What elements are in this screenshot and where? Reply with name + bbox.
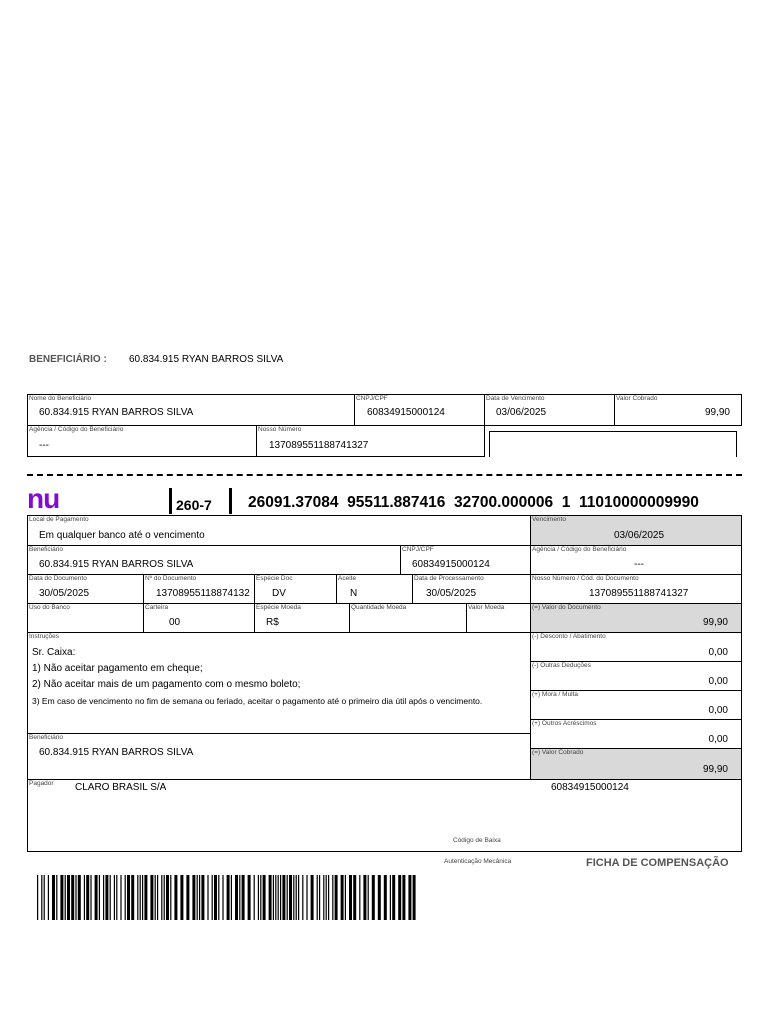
recibo-valor-cobrado-label: Valor Cobrado [616,395,658,402]
recibo-valor-cobrado-value: 99,90 [704,407,730,418]
barcode-bar [41,875,42,920]
barcode-bar [110,875,111,920]
ficha-compensacao-title: FICHA DE COMPENSAÇÃO [586,857,729,869]
barcode-bar [296,875,297,920]
quantidade-moeda-label: Quantidade Moeda [351,604,407,611]
barcode-bar [105,875,108,920]
barcode-bar [349,875,352,920]
codigo-baixa-label: Código de Baixa [453,837,501,844]
barcode-bar [298,875,299,920]
barcode-bar [287,875,288,920]
barcode-bar [150,875,153,920]
recibo-nosso-numero-label: Nosso Número [258,426,302,433]
valor-documento-label: (=) Valor do Documento [532,604,601,611]
barcode-bar [186,875,189,920]
barcode-bar [142,875,143,920]
barcode-bar [125,875,126,920]
barcode-bar [408,875,411,920]
barcode-bar [378,875,381,920]
ficha-nosso-numero-value: 137089551188741327 [589,588,689,599]
vencimento-value: 03/06/2025 [614,530,665,541]
autenticacao-label: Autenticação Mecânica [444,858,512,865]
barcode-bar [260,875,261,920]
barcode-bar [120,875,121,920]
barcode-bar [227,875,230,920]
data-documento-value: 30/05/2025 [39,588,90,599]
nome-beneficiario-value: 60.834.915 RYAN BARROS SILVA [39,407,194,418]
barcode-bar [323,875,324,920]
instrucoes-label: Instruções [29,633,59,640]
barcode-bar [44,875,45,920]
barcode-bar [67,875,70,920]
mora-value: 0,00 [708,705,728,716]
desconto-label: (-) Desconto / Abatimento [532,633,606,640]
barcode-bar [170,875,171,920]
barcode-bar [372,875,375,920]
desconto-value: 0,00 [708,647,728,658]
barcode-bar [114,875,115,920]
recibo-cnpj-value: 60834915000124 [367,407,445,418]
ficha-nosso-numero-label: Nosso Número / Cód. do Documento [532,575,639,582]
carteira-label: Carteira [145,604,169,611]
barcode-bar [214,875,217,920]
barcode-bar [363,875,366,920]
barcode-bar [239,875,240,920]
barcode-bar [302,875,303,920]
recibo-nosso-numero-value: 137089551188741327 [269,440,369,451]
especie-moeda-label: Espécie Moeda [256,604,301,611]
barcode-bar [90,875,91,920]
header-beneficiario-value: 60.834.915 RYAN BARROS SILVA [129,354,284,365]
bank-code: 260-7 [176,497,212,513]
barcode-bar [166,875,169,920]
uso-banco-label: Uso do Banco [29,604,70,611]
barcode-bar [71,875,74,920]
pagador-value: CLARO BRASIL S/A [75,782,167,793]
instrucao-line-0: Sr. Caixa: [32,647,76,658]
barcode-bar [65,875,66,920]
barcode-bar [222,875,223,920]
barcode-bar [231,875,232,920]
ficha-agencia-value: --- [634,559,644,570]
barcode-bar [282,875,285,920]
barcode-bar [127,875,130,920]
aceite-value: N [350,588,358,599]
pagador-doc-value: 60834915000124 [551,782,629,793]
cut-line [27,474,742,476]
instrucao-line-3: 3) Em caso de vencimento no fim de semana ou feriado, aceitar o pagamento até o primeiro dia útil após o vencimento. [32,696,483,706]
barcode-bar [78,875,81,920]
barcode-bar [157,875,158,920]
barcode-bar [56,875,57,920]
especie-doc-label: Espécie Doc [256,575,293,582]
linha-digitavel: 26091.37084 95511.887416 32700.000006 1 11010000009990 [248,494,699,511]
barcode-bar [103,875,104,920]
barcode-bar [248,875,251,920]
barcode-bar [207,875,208,920]
barcode-bar [402,875,405,920]
barcode-bar [95,875,98,920]
barcode-bar [180,875,183,920]
barcode-bar [197,875,198,920]
barcode-bar [199,875,200,920]
valor-documento-value: 99,90 [702,617,728,628]
beneficiario2-label: Beneficiário [29,734,63,741]
recibo-agencia-label: Agência / Código do Beneficiário [29,426,124,433]
barcode-bar [326,875,327,920]
barcode-bar [273,875,274,920]
barcode-bar [242,875,245,920]
barcode-bar [37,875,38,920]
ficha-beneficiario-value: 60.834.915 RYAN BARROS SILVA [39,559,194,570]
local-pagamento-label: Local de Pagamento [29,516,89,523]
nubank-logo: nu [27,483,60,514]
barcode-bar [353,875,356,920]
barcode-bar [254,875,255,920]
barcode-bar [75,875,76,920]
carteira-value: 00 [169,617,181,628]
mora-label: (+) Mora / Multa [532,691,579,698]
outras-deducoes-label: (-) Outras Deduções [532,662,591,669]
barcode-bar [384,875,387,920]
nome-beneficiario-label: Nome do Beneficiário [29,395,92,402]
barcode-bar [341,875,344,920]
barcode-bar [174,875,177,920]
barcode-bar [161,875,162,920]
barcode-bar [306,875,307,920]
vencimento-label: Vencimento [532,516,566,523]
instrucao-line-2: 2) Não aceitar mais de um pagamento com o mesmo boleto; [32,679,301,690]
barcode-bar [131,875,134,920]
barcode-bar [328,875,329,920]
bank-code-divider-left [169,488,172,514]
barcode [37,875,417,920]
barcode-bar [345,875,346,920]
barcode-bar [289,875,292,920]
data-processamento-value: 30/05/2025 [426,588,477,599]
ficha-cnpj-value: 60834915000124 [412,559,490,570]
recibo-cnpj-label: CNPJ/CPF [356,395,388,402]
barcode-bar [368,875,369,920]
barcode-bar [137,875,138,920]
barcode-bar [332,875,333,920]
barcode-bar [269,875,272,920]
recibo-agencia-value: --- [39,440,49,451]
n-documento-label: Nº do Documento [145,575,197,582]
ficha-cnpj-label: CNPJ/CPF [402,546,434,553]
recibo-vencimento-value: 03/06/2025 [496,407,547,418]
barcode-bar [319,875,320,920]
especie-moeda-value: R$ [266,617,279,628]
barcode-bar [392,875,395,920]
barcode-bar [398,875,401,920]
barcode-bar [116,875,117,920]
barcode-bar [278,875,279,920]
ficha-agencia-label: Agência / Código do Beneficiário [532,546,627,553]
data-processamento-label: Data de Processamento [414,575,484,582]
ficha-valor-cobrado-value: 99,90 [702,764,728,775]
barcode-bar [84,875,85,920]
valor-moeda-label: Valor Moeda [468,604,505,611]
barcode-bar [86,875,89,920]
barcode-bar [275,875,276,920]
barcode-bar [140,875,141,920]
barcode-bar [413,875,416,920]
barcode-bar [293,875,294,920]
recibo-blank-box [489,431,737,457]
bank-code-divider-right [229,488,232,514]
especie-doc-value: DV [272,588,286,599]
recibo-vencimento-label: Data de Vencimento [486,395,545,402]
pagador-label: Pagador [29,780,54,787]
barcode-bar [192,875,195,920]
barcode-bar [164,875,165,920]
outras-deducoes-value: 0,00 [708,676,728,687]
n-documento-value: 13708955118874132 [156,588,250,599]
aceite-label: Aceite [338,575,357,582]
barcode-bar [311,875,314,920]
instrucao-line-1: 1) Não aceitar pagamento em cheque; [32,663,203,674]
barcode-bar [359,875,360,920]
barcode-bar [155,875,156,920]
local-pagamento-value: Em qualquer banco até o vencimento [39,530,205,541]
data-documento-label: Data do Documento [29,575,87,582]
ficha-valor-cobrado-label: (=) Valor Cobrado [532,749,584,756]
outros-acrescimos-value: 0,00 [708,734,728,745]
ficha-beneficiario-label: Beneficiário [29,546,63,553]
barcode-bar [201,875,204,920]
barcode-bar [52,875,55,920]
beneficiario2-value: 60.834.915 RYAN BARROS SILVA [39,747,194,758]
barcode-bar [390,875,391,920]
barcode-bar [144,875,147,920]
barcode-bar [99,875,100,920]
barcode-bar [235,875,238,920]
header-beneficiario-label: BENEFICIÁRIO : [29,354,107,365]
barcode-bar [258,875,259,920]
barcode-bar [335,875,338,920]
barcode-bar [60,875,63,920]
barcode-bar [317,875,318,920]
barcode-bar [48,875,49,920]
barcode-bar [263,875,266,920]
barcode-bar [218,875,219,920]
outros-acrescimos-label: (+) Outros Acréscimos [532,720,597,727]
barcode-bar [280,875,281,920]
barcode-bar [212,875,213,920]
